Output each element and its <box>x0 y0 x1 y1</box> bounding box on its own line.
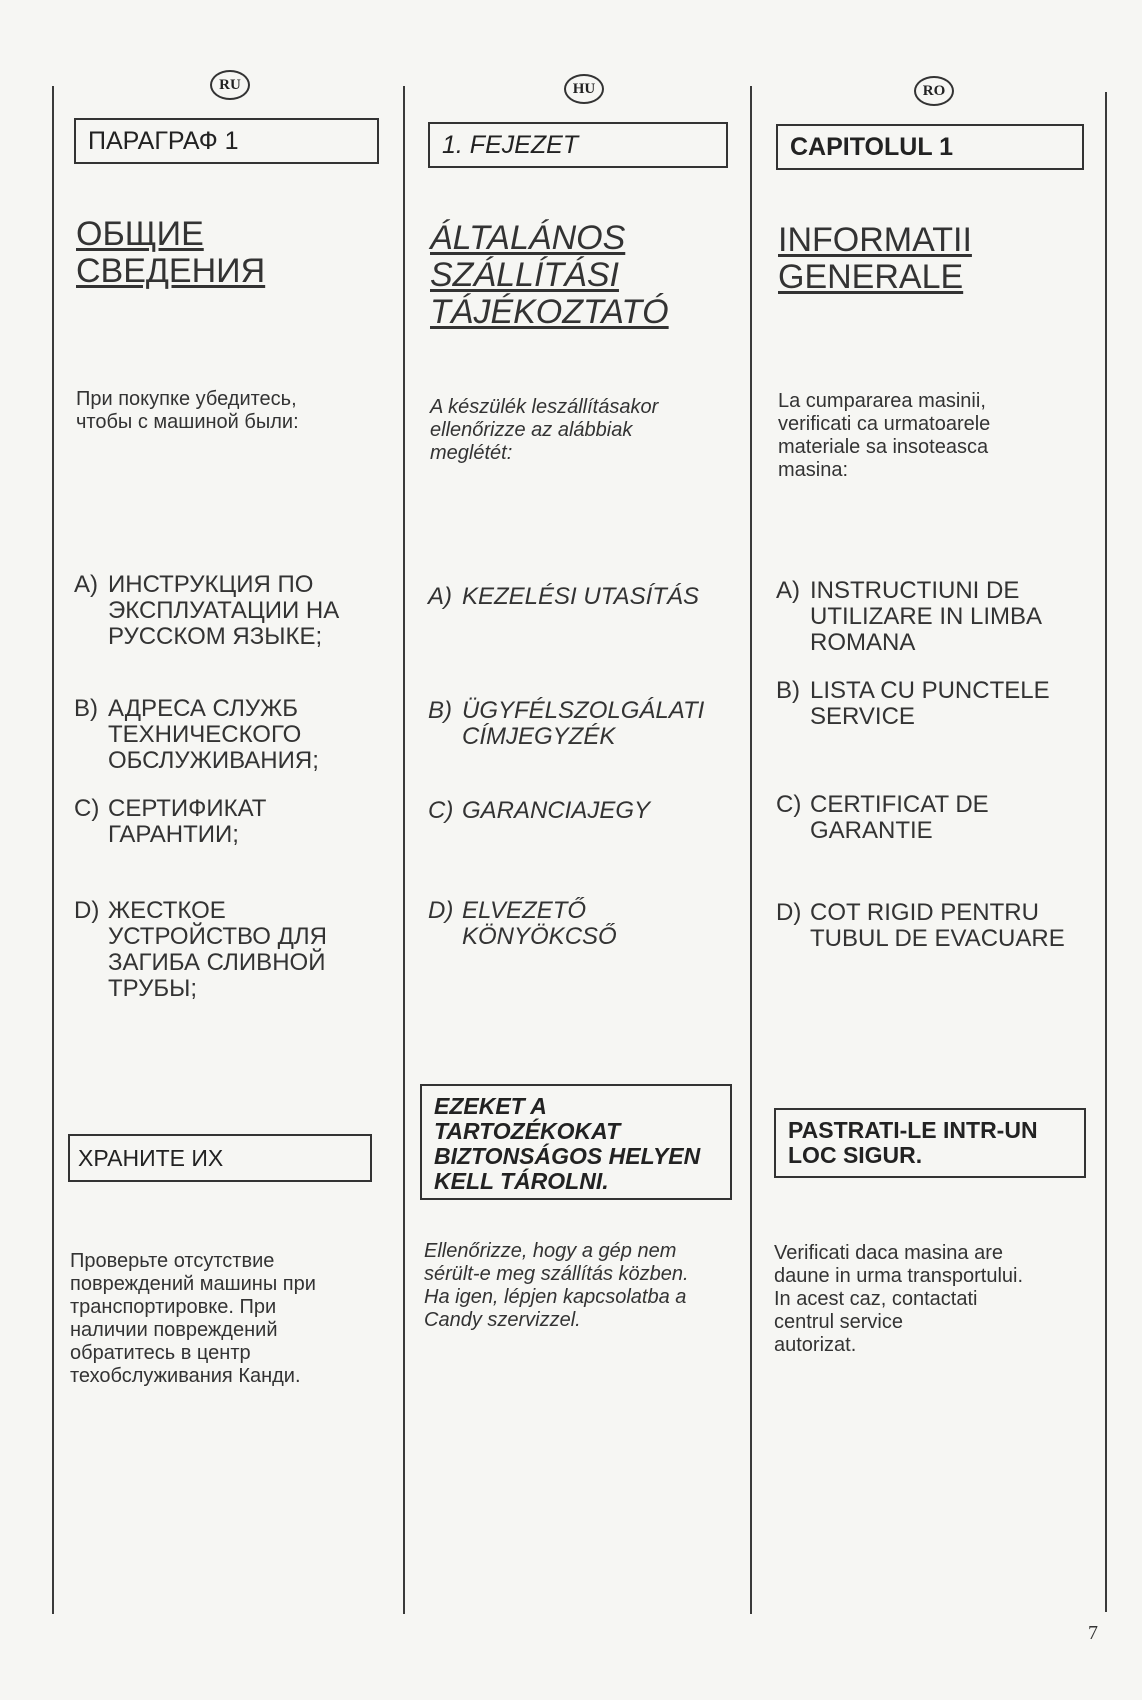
list-item: C) CERTIFICAT DE GARANTIE <box>776 791 989 844</box>
keep-safe-box: PASTRATI-LE INTR-UN LOC SIGUR. <box>774 1108 1086 1178</box>
list-item: C) СЕРТИФИКАТ ГАРАНТИИ; <box>74 795 267 848</box>
section-title: ÁLTALÁNOS SZÁLLÍTÁSI TÁJÉKOZTATÓ <box>430 219 669 331</box>
page-number: 7 <box>1088 1622 1098 1644</box>
keep-safe-box: ХРАНИТЕ ИХ <box>68 1134 372 1182</box>
chapter-heading: ПАРАГРАФ 1 <box>74 118 379 164</box>
list-item: A) ИНСТРУКЦИЯ ПО ЭКСПЛУАТАЦИИ НА РУССКОМ ЯЗЫКЕ; <box>74 571 340 650</box>
damage-check-text: Verificati daca masina are daune in urma transportului. In acest caz, contactati centrul service autorizat. <box>774 1242 1024 1356</box>
section-title: INFORMATII GENERALE <box>778 221 972 296</box>
list-item: A) KEZELÉSI UTASÍTÁS <box>428 583 699 610</box>
list-item: C) GARANCIAJEGY <box>428 797 651 824</box>
list-item: B) АДРЕСА СЛУЖБ ТЕХНИЧЕСКОГО ОБСЛУЖИВАНИЯ; <box>74 695 319 774</box>
language-badge-ro: RO <box>914 76 954 106</box>
keep-safe-box: EZEKET A TARTOZÉKOKAT BIZTONSÁGOS HELYEN KELL TÁROLNI. <box>420 1084 732 1200</box>
language-badge-ru: RU <box>210 70 250 100</box>
damage-check-text: Проверьте отсутствие повреждений машины при транспортировке. При наличии повреждений обратитесь в центр техобслуживания Канди. <box>70 1250 316 1387</box>
section-title: ОБЩИЕ СВЕДЕНИЯ <box>76 215 266 290</box>
intro-text: La cumpararea masinii, verificati ca urmatoarele materiale sa insoteasca masina: <box>778 390 991 481</box>
chapter-heading: CAPITOLUL 1 <box>776 124 1084 170</box>
intro-text: A készülék leszállításakor ellenőrizze az alábbiak meglétét: <box>430 396 659 464</box>
chapter-heading: 1. FEJEZET <box>428 122 728 168</box>
language-badge-hu: HU <box>564 74 604 104</box>
list-item: A) INSTRUCTIUNI DE UTILIZARE IN LIMBA ROMANA <box>776 577 1041 656</box>
damage-check-text: Ellenőrizze, hogy a gép nem sérült-e meg szállítás közben. Ha igen, lépjen kapcsolatba a Candy szervizzel. <box>424 1240 689 1331</box>
list-item: B) LISTA CU PUNCTELE SERVICE <box>776 677 1050 730</box>
intro-text: При покупке убедитесь, чтобы с машиной были: <box>76 388 299 433</box>
list-item: D) ЖЕСТКОЕ УСТРОЙСТВО ДЛЯ ЗАГИБА СЛИВНОЙ ТРУБЫ; <box>74 897 327 1002</box>
list-item: D) ELVEZETŐ KÖNYÖKCSŐ <box>428 897 617 950</box>
list-item: D) COT RIGID PENTRU TUBUL DE EVACUARE <box>776 899 1065 952</box>
list-item: B) ÜGYFÉLSZOLGÁLATI CÍMJEGYZÉK <box>428 697 705 750</box>
